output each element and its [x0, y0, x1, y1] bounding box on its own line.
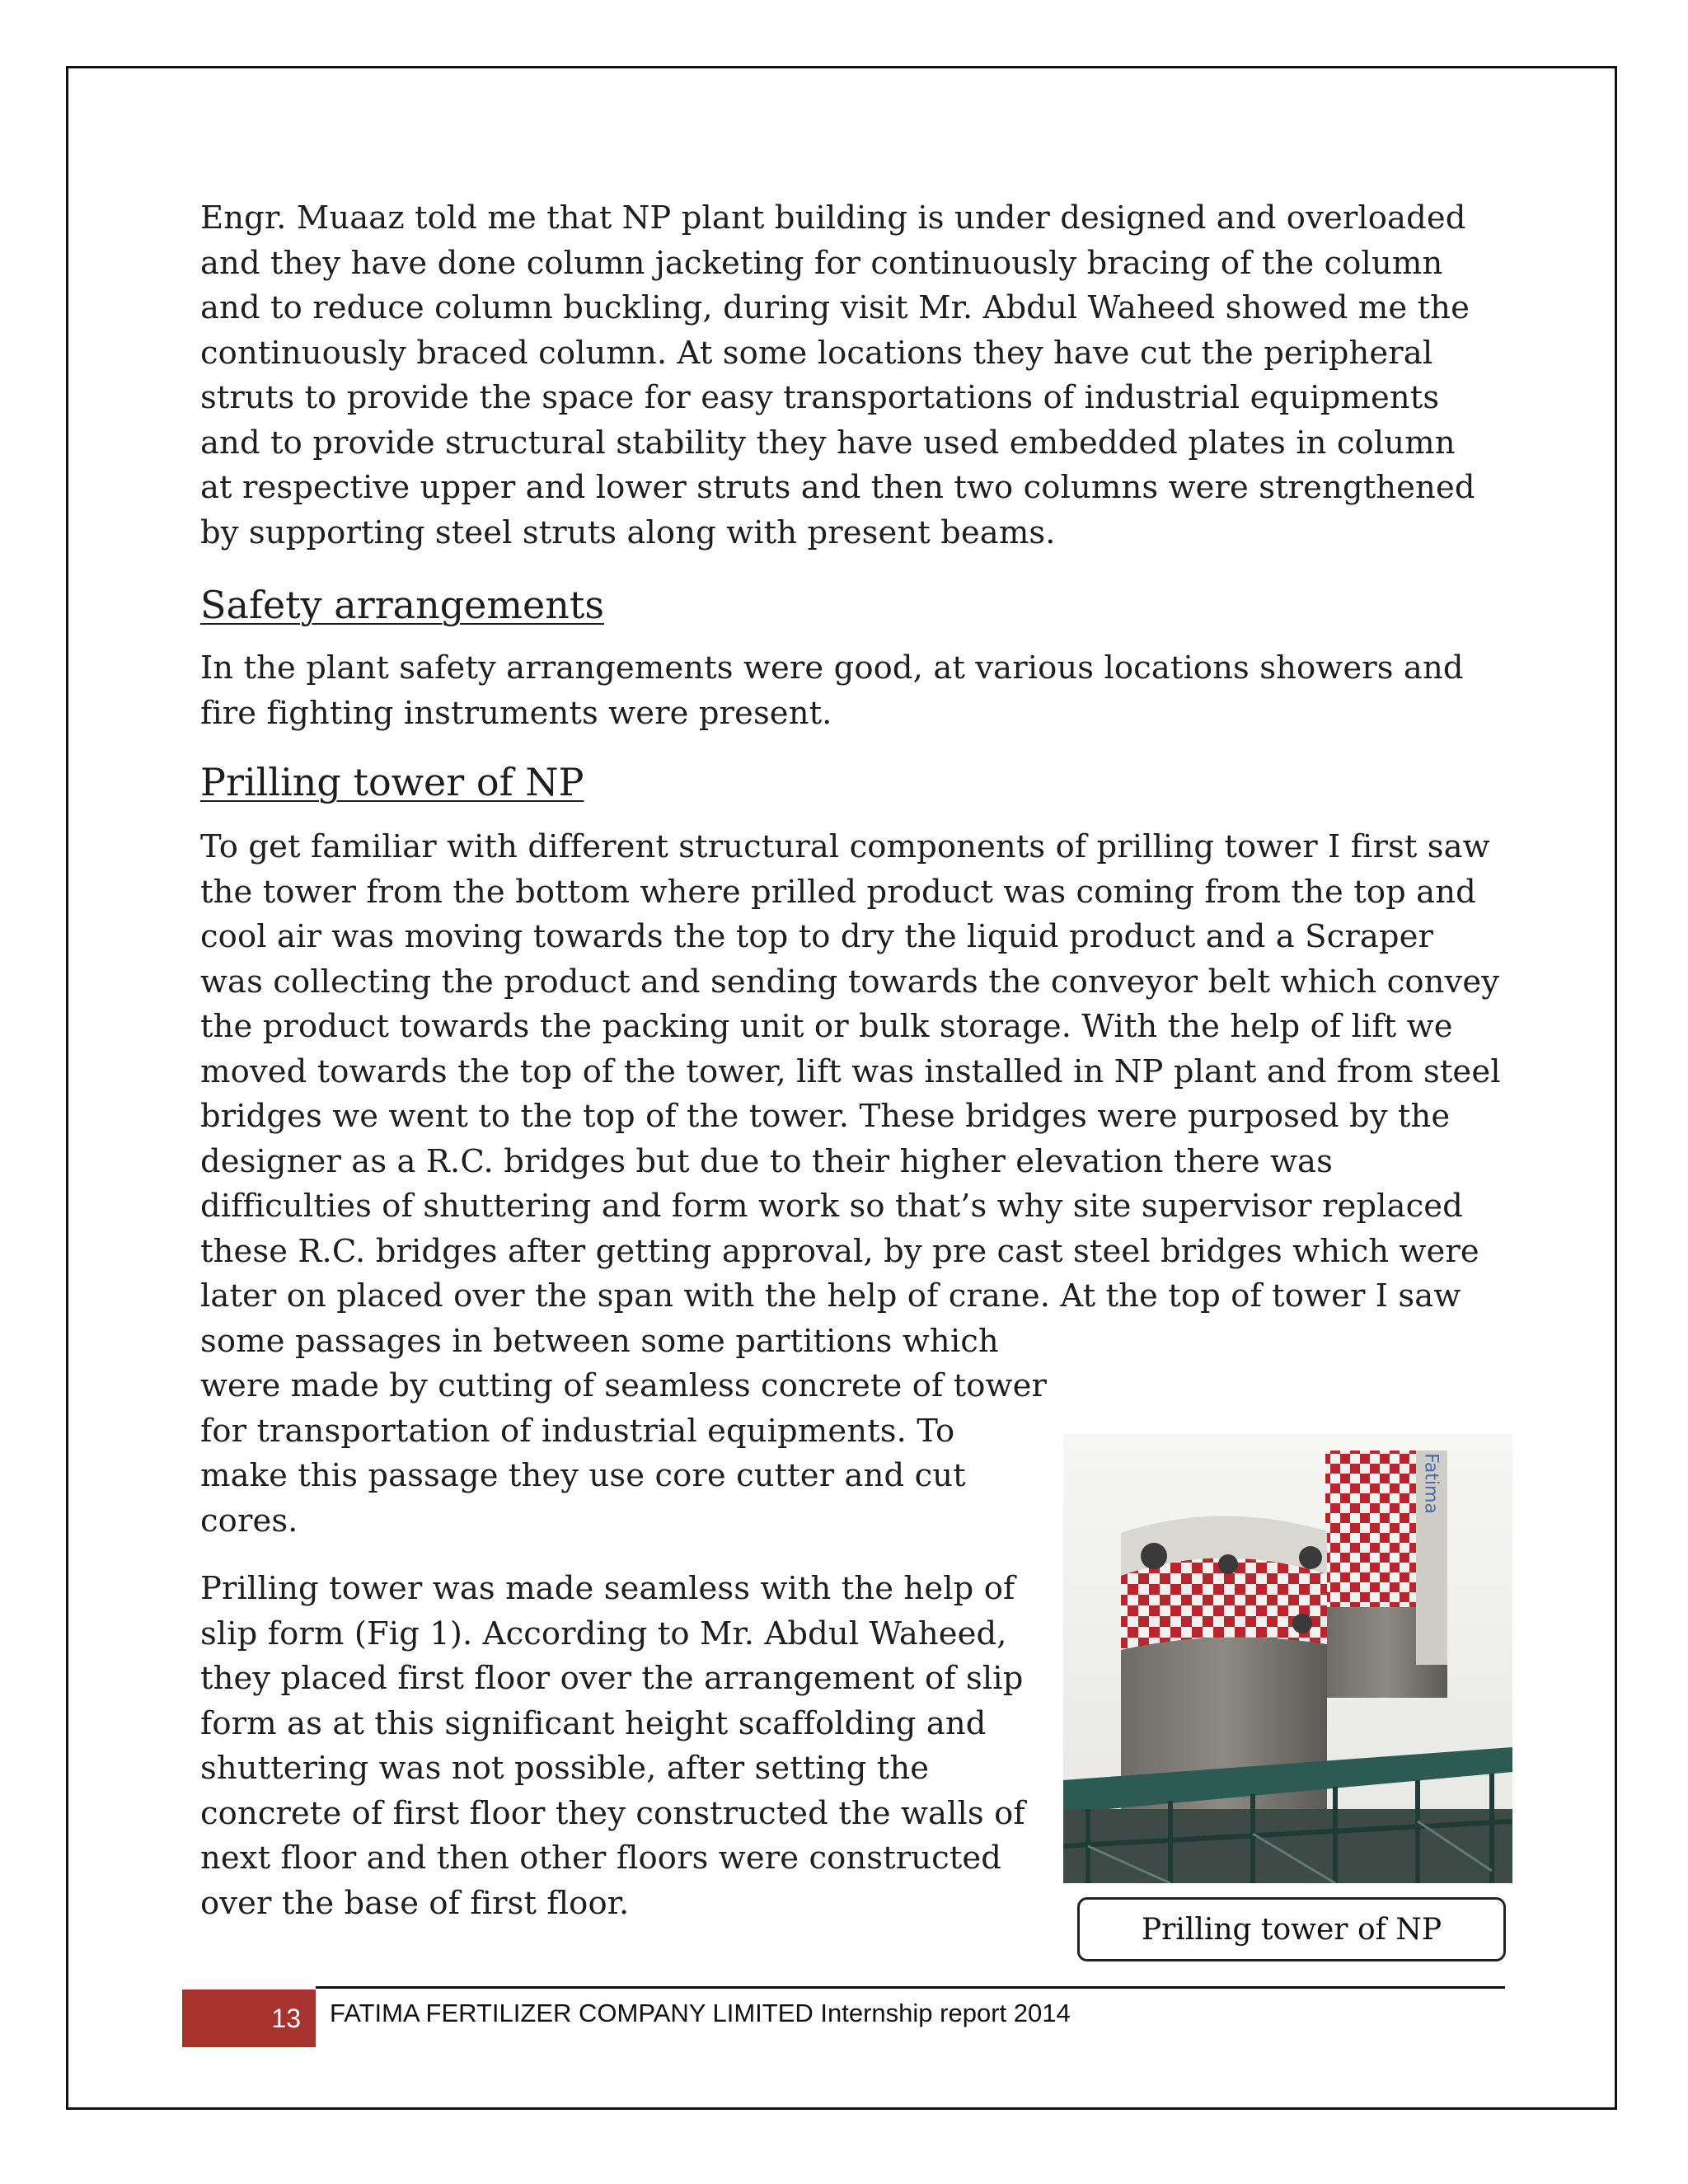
tower-illustration [1063, 1434, 1512, 1883]
page-number: 13 [182, 1990, 316, 2047]
paragraph-prilling-tower: To get familiar with different structural components of prilling tower I first saw the tower from the bottom where prilled product was coming from the top and cool air was moving towards the top to dry the liquid product and a Scraper was collecting the product and sending towards the conveyor belt which convey the product towards the packing unit or bulk storage. With the help of lift we moved towards the top of the tower, lift was installed in NP plant and from steel bridges we went to the top of the tower. These bridges were purposed by the designer as a R.C. bridges but due to their higher elevation there was difficulties of shuttering and form work so that’s why site supervisor replaced these R.C. bridges after getting approval, by pre cast steel bridges which were later on placed over the span with the help of crane. At the top of tower I saw some passages in between some partitions which were made by cutting of seamless concrete of tower for transportation of industrial equipments. To make this passage they use core cutter and cut cores. [200, 828, 1501, 1540]
prilling-tower-photo [1063, 1434, 1512, 1883]
paragraph-safety: In the plant safety arrangements were good, at various locations showers and fire fighting instruments were present. [200, 649, 1464, 732]
footer-text: FATIMA FERTILIZER COMPANY LIMITED Internship report 2014 [330, 1999, 1071, 2027]
footer-rule [316, 1986, 1505, 1989]
tower-logo-text: Fatima [1420, 1453, 1442, 1514]
paragraph-column-jacketing: Engr. Muaaz told me that NP plant building is under designed and overloaded and they have done column jacketing for continuously bracing of the column and to reduce column buckling, during visit Mr. Abdul Waheed showed me the continuously braced column. At some locations they have cut the peripheral struts to provide the space for easy transportations of industrial equipments and to provide structural stability they have used embedded plates in column at respective upper and lower struts and then two columns were strengthened by supporting steel struts along with present beams. [200, 199, 1475, 551]
paragraph-slip-form: Prilling tower was made seamless with the help of slip form (Fig 1). According to Mr. Abdul Waheed, they placed first floor over the arrangement of slip form as at this significant height scaffolding and shuttering was not possible, after setting the concrete of first floor they constructed the walls of next floor and then other floors were constructed over the base of first floor. [200, 1570, 1025, 1922]
heading-prilling-tower: Prilling tower of NP [200, 760, 584, 804]
figure-caption: Prilling tower of NP [1077, 1897, 1506, 1961]
heading-safety-arrangements: Safety arrangements [200, 583, 604, 627]
